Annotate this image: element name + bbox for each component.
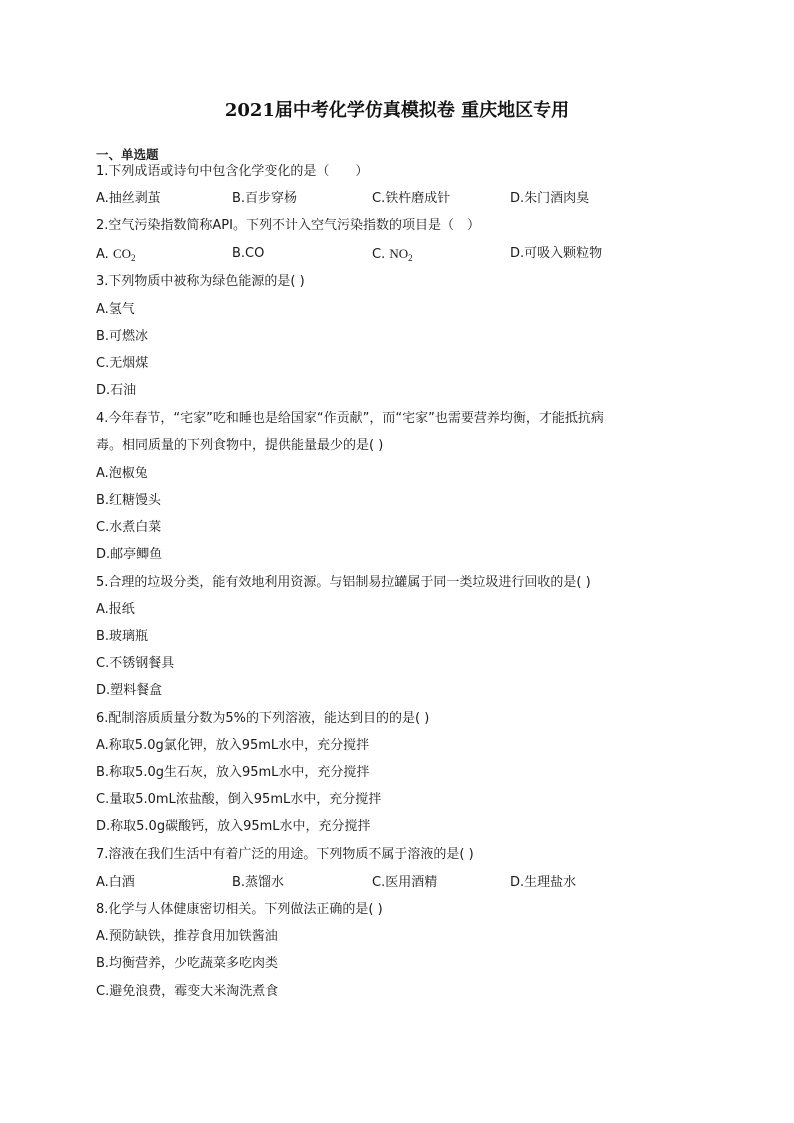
option-c: C.铁杵磨成针 <box>372 191 451 206</box>
option-c: C. $NO_2$ <box>372 246 413 263</box>
option-c: C.不锈钢餐具 <box>96 656 175 671</box>
option-a: A.白酒 <box>96 875 135 890</box>
option-b: B.百步穿杨 <box>232 191 298 206</box>
option-c: C.量取5.0mL浓盐酸，倒入95mL水中，充分搅拌 <box>96 792 382 807</box>
section-heading: 一、单选题 <box>96 147 159 162</box>
option-a: A.报纸 <box>96 602 135 617</box>
question-8-stem: 8.化学与人体健康密切相关。下列做法正确的是( ) <box>96 902 383 917</box>
question-5-stem: 5.合理的垃圾分类，能有效地利用资源。与铝制易拉罐属于同一类垃圾进行回收的是( ) <box>96 575 591 590</box>
question-7-options <box>96 874 736 892</box>
question-7-stem: 7.溶液在我们生活中有着广泛的用途。下列物质不属于溶液的是( ) <box>96 847 474 862</box>
option-b: B.均衡营养，少吃蔬菜多吃肉类 <box>96 956 279 971</box>
exam-title: 2021届中考化学仿真模拟卷 重庆地区专用 <box>224 100 570 121</box>
option-b: B.CO <box>232 246 265 261</box>
option-a: A. $CO_2$ <box>96 246 136 263</box>
formula-no2: $NO_2$ <box>389 246 413 263</box>
option-d: D.可吸入颗粒物 <box>510 246 603 261</box>
question-3-stem: 3.下列物质中被称为绿色能源的是( ) <box>96 274 305 289</box>
option-d: D.邮亭鲫鱼 <box>96 547 163 562</box>
option-c: C.避免浪费，霉变大米淘洗煮食 <box>96 984 279 999</box>
question-6-stem: 6.配制溶质质量分数为5%的下列溶液，能达到目的的是( ) <box>96 711 430 726</box>
option-d: D.朱门酒肉臭 <box>510 191 590 206</box>
option-a: A.氢气 <box>96 302 135 317</box>
option-b: B.可燃冰 <box>96 329 149 344</box>
option-b: B.蒸馏水 <box>232 875 285 890</box>
option-a: A.预防缺铁，推荐食用加铁酱油 <box>96 929 278 944</box>
option-b: B.玻璃瓶 <box>96 629 149 644</box>
option-a: A.称取5.0g氯化钾，放入95mL水中，充分搅拌 <box>96 738 370 753</box>
question-1-stem: 1.下列成语或诗句中包含化学变化的是（ ） <box>96 164 369 179</box>
option-b: B.称取5.0g生石灰，放入95mL水中，充分搅拌 <box>96 765 370 780</box>
option-c: C.医用酒精 <box>372 875 438 890</box>
question-2-stem: 2.空气污染指数简称API。下列不计入空气污染指数的项目是（ ） <box>96 218 480 233</box>
option-d: D.石油 <box>96 383 137 398</box>
option-b: B.红糖馒头 <box>96 493 162 508</box>
question-4-stem-line2: 毒。相同质量的下列食物中，提供能量最少的是( ) <box>96 438 384 453</box>
option-d: D.称取5.0g碳酸钙，放入95mL水中，充分搅拌 <box>96 819 371 834</box>
option-c: C.水煮白菜 <box>96 520 162 535</box>
formula-co2: $CO_2$ <box>112 246 136 263</box>
option-d: D.生理盐水 <box>510 875 577 890</box>
option-d: D.塑料餐盒 <box>96 683 163 698</box>
question-2-options <box>96 245 736 263</box>
option-a: A.抽丝剥茧 <box>96 191 161 206</box>
question-1-options <box>96 190 736 208</box>
question-4-stem-line1: 4.今年春节，“宅家”吃和睡也是给国家“作贡献”，而“宅家”也需要营养均衡，才能抵抗病 <box>96 411 604 426</box>
option-a: A.泡椒兔 <box>96 466 148 481</box>
option-c: C.无烟煤 <box>96 356 149 371</box>
